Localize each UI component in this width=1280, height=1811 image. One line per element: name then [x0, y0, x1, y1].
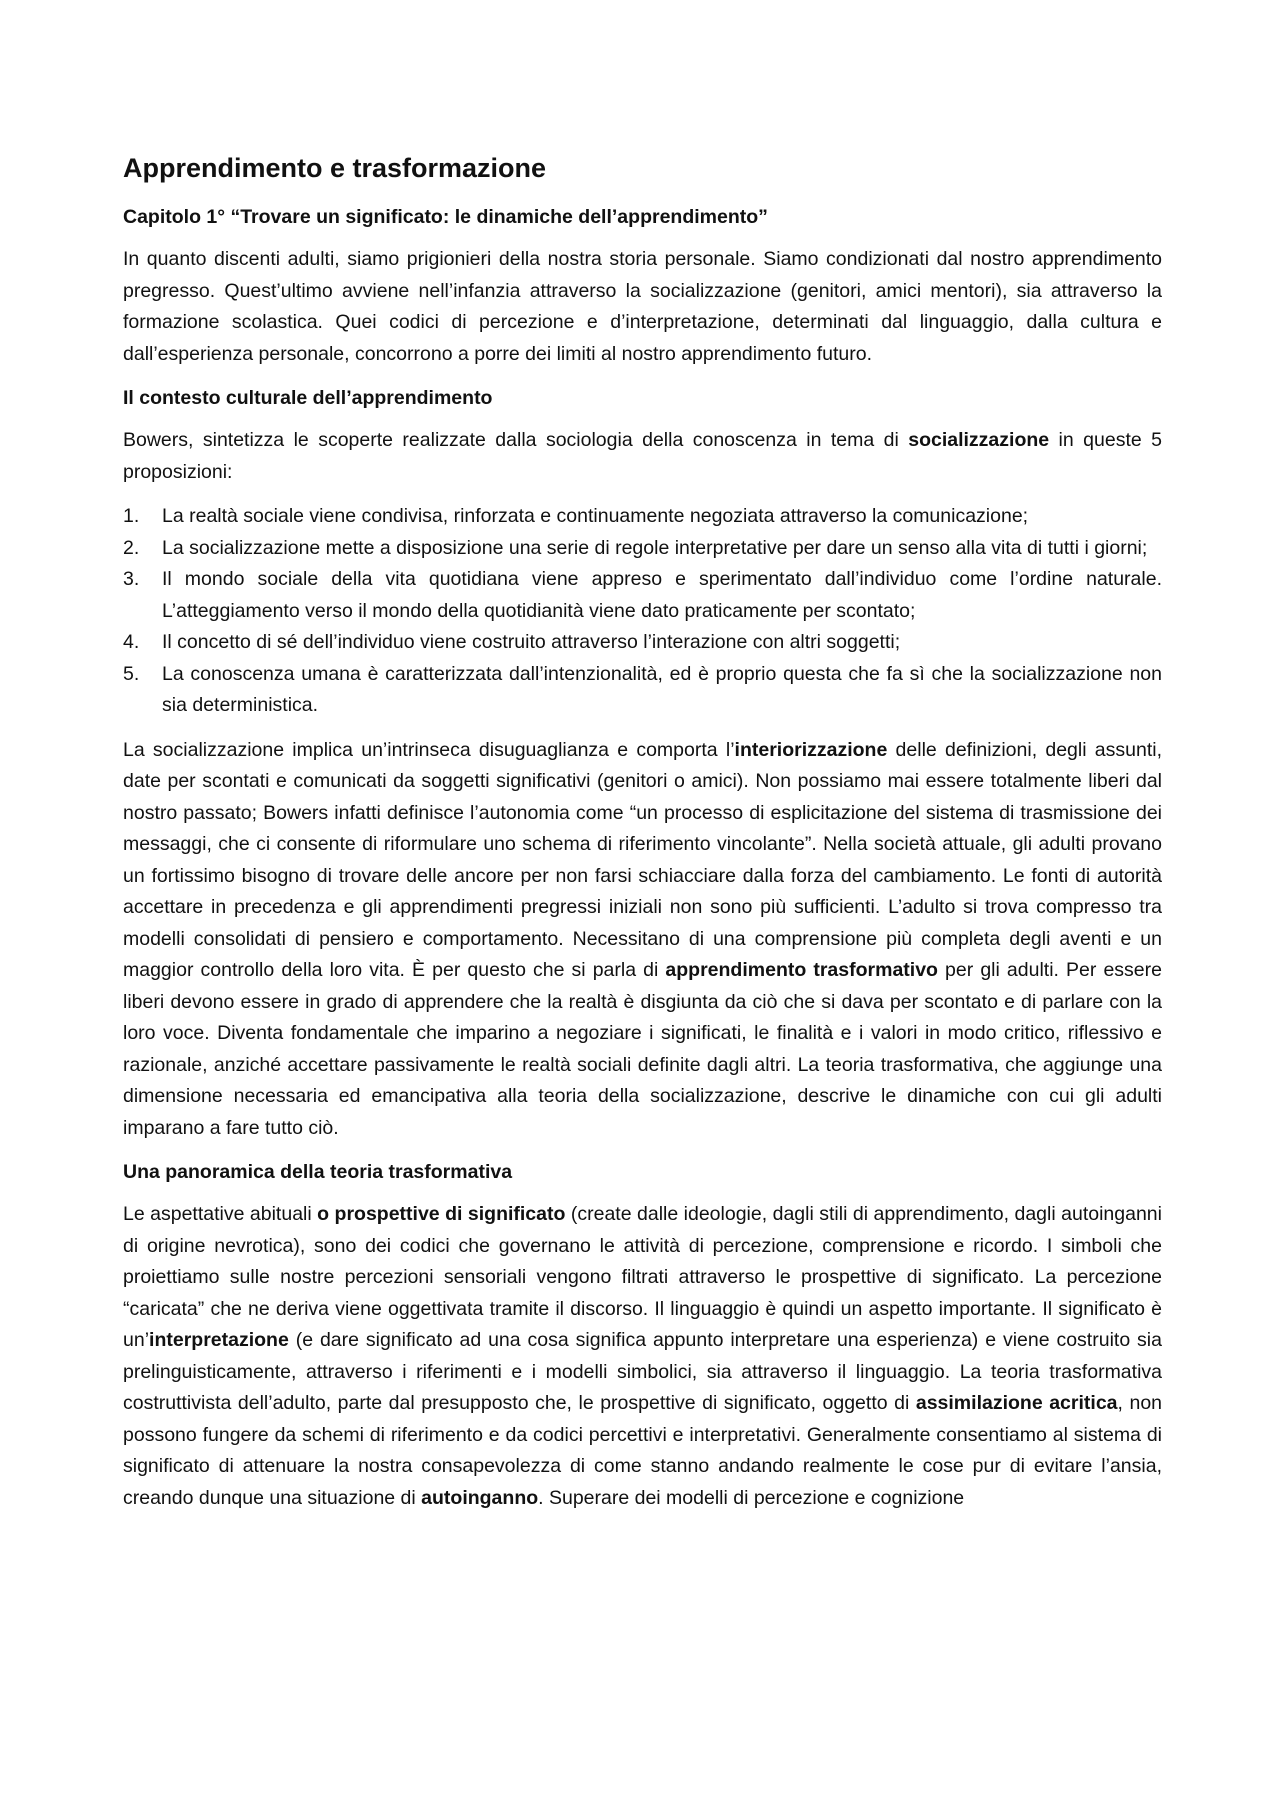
list-text: Il mondo sociale della vita quotidiana viene appreso e sperimentato dall’individuo come l’ordine naturale. L’atteggiamento verso il mondo della quotidianità viene dato praticamente per scontato;	[162, 568, 1162, 622]
list-number: 1.	[123, 505, 140, 527]
section-heading-overview: Una panoramica della teoria trasformativa	[123, 1161, 513, 1183]
bold-term: o prospettive di significato	[317, 1203, 566, 1225]
text-run: La socializzazione implica un’intrinseca disuguaglianza e comporta l’	[123, 738, 735, 761]
list-text: Il concetto di sé dell’individuo viene costruito attraverso l’interazione con altri soggetti;	[162, 631, 901, 653]
text-run: per gli adulti. Per essere liberi devono essere in grado di apprendere che la realtà è disgiunta da ciò che si dava per scontato e di parlare con la loro voce. Diventa fondamentale che imparino a negoziare i significati, le finalità e i valori in modo critico, riflessivo e razionale, anziché accettare passivamente le realtà sociali definite dagli altri. La teoria trasformativa, che aggiunge una dimensione necessaria ed emancipativa alla teoria della socializzazione, descrive le dinamiche con cui gli adulti imparano a fare tutto ciò.	[123, 959, 1162, 1139]
text-run: Le aspettative abituali	[123, 1203, 318, 1225]
overview-paragraph	[123, 1199, 1162, 1514]
bold-term: interpretazione	[149, 1329, 289, 1351]
list-number: 4.	[123, 631, 140, 653]
bold-term: assimilazione acritica	[915, 1392, 1118, 1414]
list-number: 2.	[123, 536, 140, 559]
list-item	[123, 627, 1162, 659]
text-run: in queste 5 proposizioni:	[123, 429, 1162, 483]
bold-term: apprendimento trasformativo	[665, 959, 938, 981]
text-run: (create dalle ideologie, dagli stili di apprendimento, dagli autoinganni di origine nevrotica), sono dei codici che governano le attività di percezione, comprensione e ricordo. I simboli che proiettiamo sulle nostre percezioni sensoriali vengono filtrati attraverso le prospettive di significato. La percezione “caricata” che ne deriva viene oggettivata tramite il discorso. Il linguaggio è quindi un aspetto importante. Il significato è un’	[123, 1203, 1162, 1351]
list-item	[123, 564, 1162, 627]
text-run: Bowers, sintetizza le scoperte realizzate dalla sociologia della conoscenza in tema di	[123, 429, 909, 451]
text-run: . Superare dei modelli di percezione e cognizione	[538, 1486, 965, 1509]
propositions-list	[123, 501, 1162, 722]
section-heading-cultural-context: Il contesto culturale dell’apprendimento	[123, 387, 493, 409]
text-run: , non possono fungere da schemi di riferimento e da codici percettivi e interpretativi. Generalmente consentiamo al sistema di significato di attenuare la nostra consapevolezza di come stanno andando realmente le cose pur di evitare l’ansia, creando dunque una situazione di	[123, 1392, 1163, 1509]
list-item	[123, 501, 1162, 533]
bold-term: interiorizzazione	[734, 738, 888, 761]
list-number: 5.	[123, 662, 140, 685]
chapter-heading: Capitolo 1° “Trovare un significato: le dinamiche dell’apprendimento”	[123, 206, 768, 228]
list-item	[123, 659, 1162, 722]
socialization-paragraph	[123, 735, 1162, 1145]
list-text: La socializzazione mette a disposizione una serie di regole interpretative per dare un senso alla vita di tutti i giorni;	[162, 536, 1148, 559]
bold-term: socializzazione	[908, 429, 1050, 451]
intro-paragraph: In quanto discenti adulti, siamo prigionieri della nostra storia personale. Siamo condizionati dal nostro apprendimento pregresso. Quest’ultimo avviene nell’infanzia attraverso la socializzazione (genitori, amici mentori), sia attraverso la formazione scolastica. Quei codici di percezione e d’interpretazione, determinati dal linguaggio, dalla cultura e dall’esperienza personale, concorrono a porre dei limiti al nostro apprendimento futuro.	[123, 248, 1162, 365]
list-text: La conoscenza umana è caratterizzata dall’intenzionalità, ed è proprio questa che fa sì che la socializzazione non sia deterministica.	[162, 662, 1162, 716]
list-number: 3.	[123, 568, 140, 590]
document-title: Apprendimento e trasformazione	[123, 153, 547, 183]
bowers-paragraph	[123, 425, 1162, 488]
bold-term: autoinganno	[421, 1486, 539, 1509]
list-item	[123, 533, 1162, 565]
text-run: (e dare significato ad una cosa significa appunto interpretare una esperienza) e viene costruito sia prelinguisticamente, attraverso i riferimenti e i modelli simbolici, sia attraverso il linguaggio. La teoria trasformativa costruttivista dell’adulto, parte dal presupposto che, le prospettive di significato, oggetto di	[123, 1329, 1162, 1414]
list-text: La realtà sociale viene condivisa, rinforzata e continuamente negoziata attraverso la comunicazione;	[162, 505, 1029, 527]
text-run: delle definizioni, degli assunti, date per scontati e comunicati da soggetti significativi (genitori o amici). Non possiamo mai essere totalmente liberi dal nostro passato; Bowers infatti definisce l’autonomia come “un processo di esplicitazione del sistema di trasmissione dei messaggi, che ci consente di riformulare uno schema di riferimento vincolante”. Nella società attuale, gli adulti provano un fortissimo bisogno di trovare delle ancore per non farsi schiacciare dalla forza del cambiamento. Le fonti di autorità accettare in precedenza e gli apprendimenti pregressi iniziali non sono più sufficienti. L’adulto si trova compresso tra modelli consolidati di pensiero e comportamento. Necessitano di una comprensione più completa degli aventi e un maggior controllo della loro vita. È per questo che si parla di	[123, 738, 1162, 981]
